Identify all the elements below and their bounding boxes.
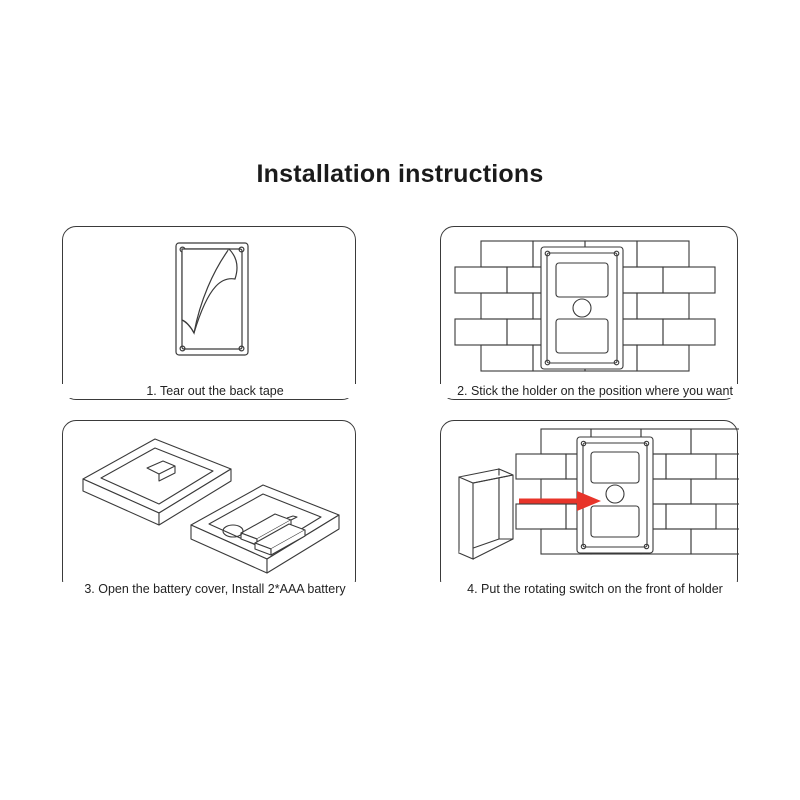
step-3-caption: 3. Open the battery cover, Install 2*AAA battery [52, 582, 378, 596]
step-4-caption: 4. Put the rotating switch on the front of holder [430, 582, 760, 596]
step-2-caption: 2. Stick the holder on the position where you want [430, 384, 760, 398]
step-1-illustration [63, 227, 357, 401]
step-4-panel [440, 420, 738, 594]
step-1-panel [62, 226, 356, 400]
step-4-illustration [441, 421, 739, 595]
step-3-panel [62, 420, 356, 594]
page-title: Installation instructions [256, 160, 544, 188]
step-2-panel [440, 226, 738, 400]
step-2-illustration [441, 227, 739, 401]
step-3-illustration [63, 421, 357, 595]
step-1-caption: 1. Tear out the back tape [62, 384, 368, 398]
